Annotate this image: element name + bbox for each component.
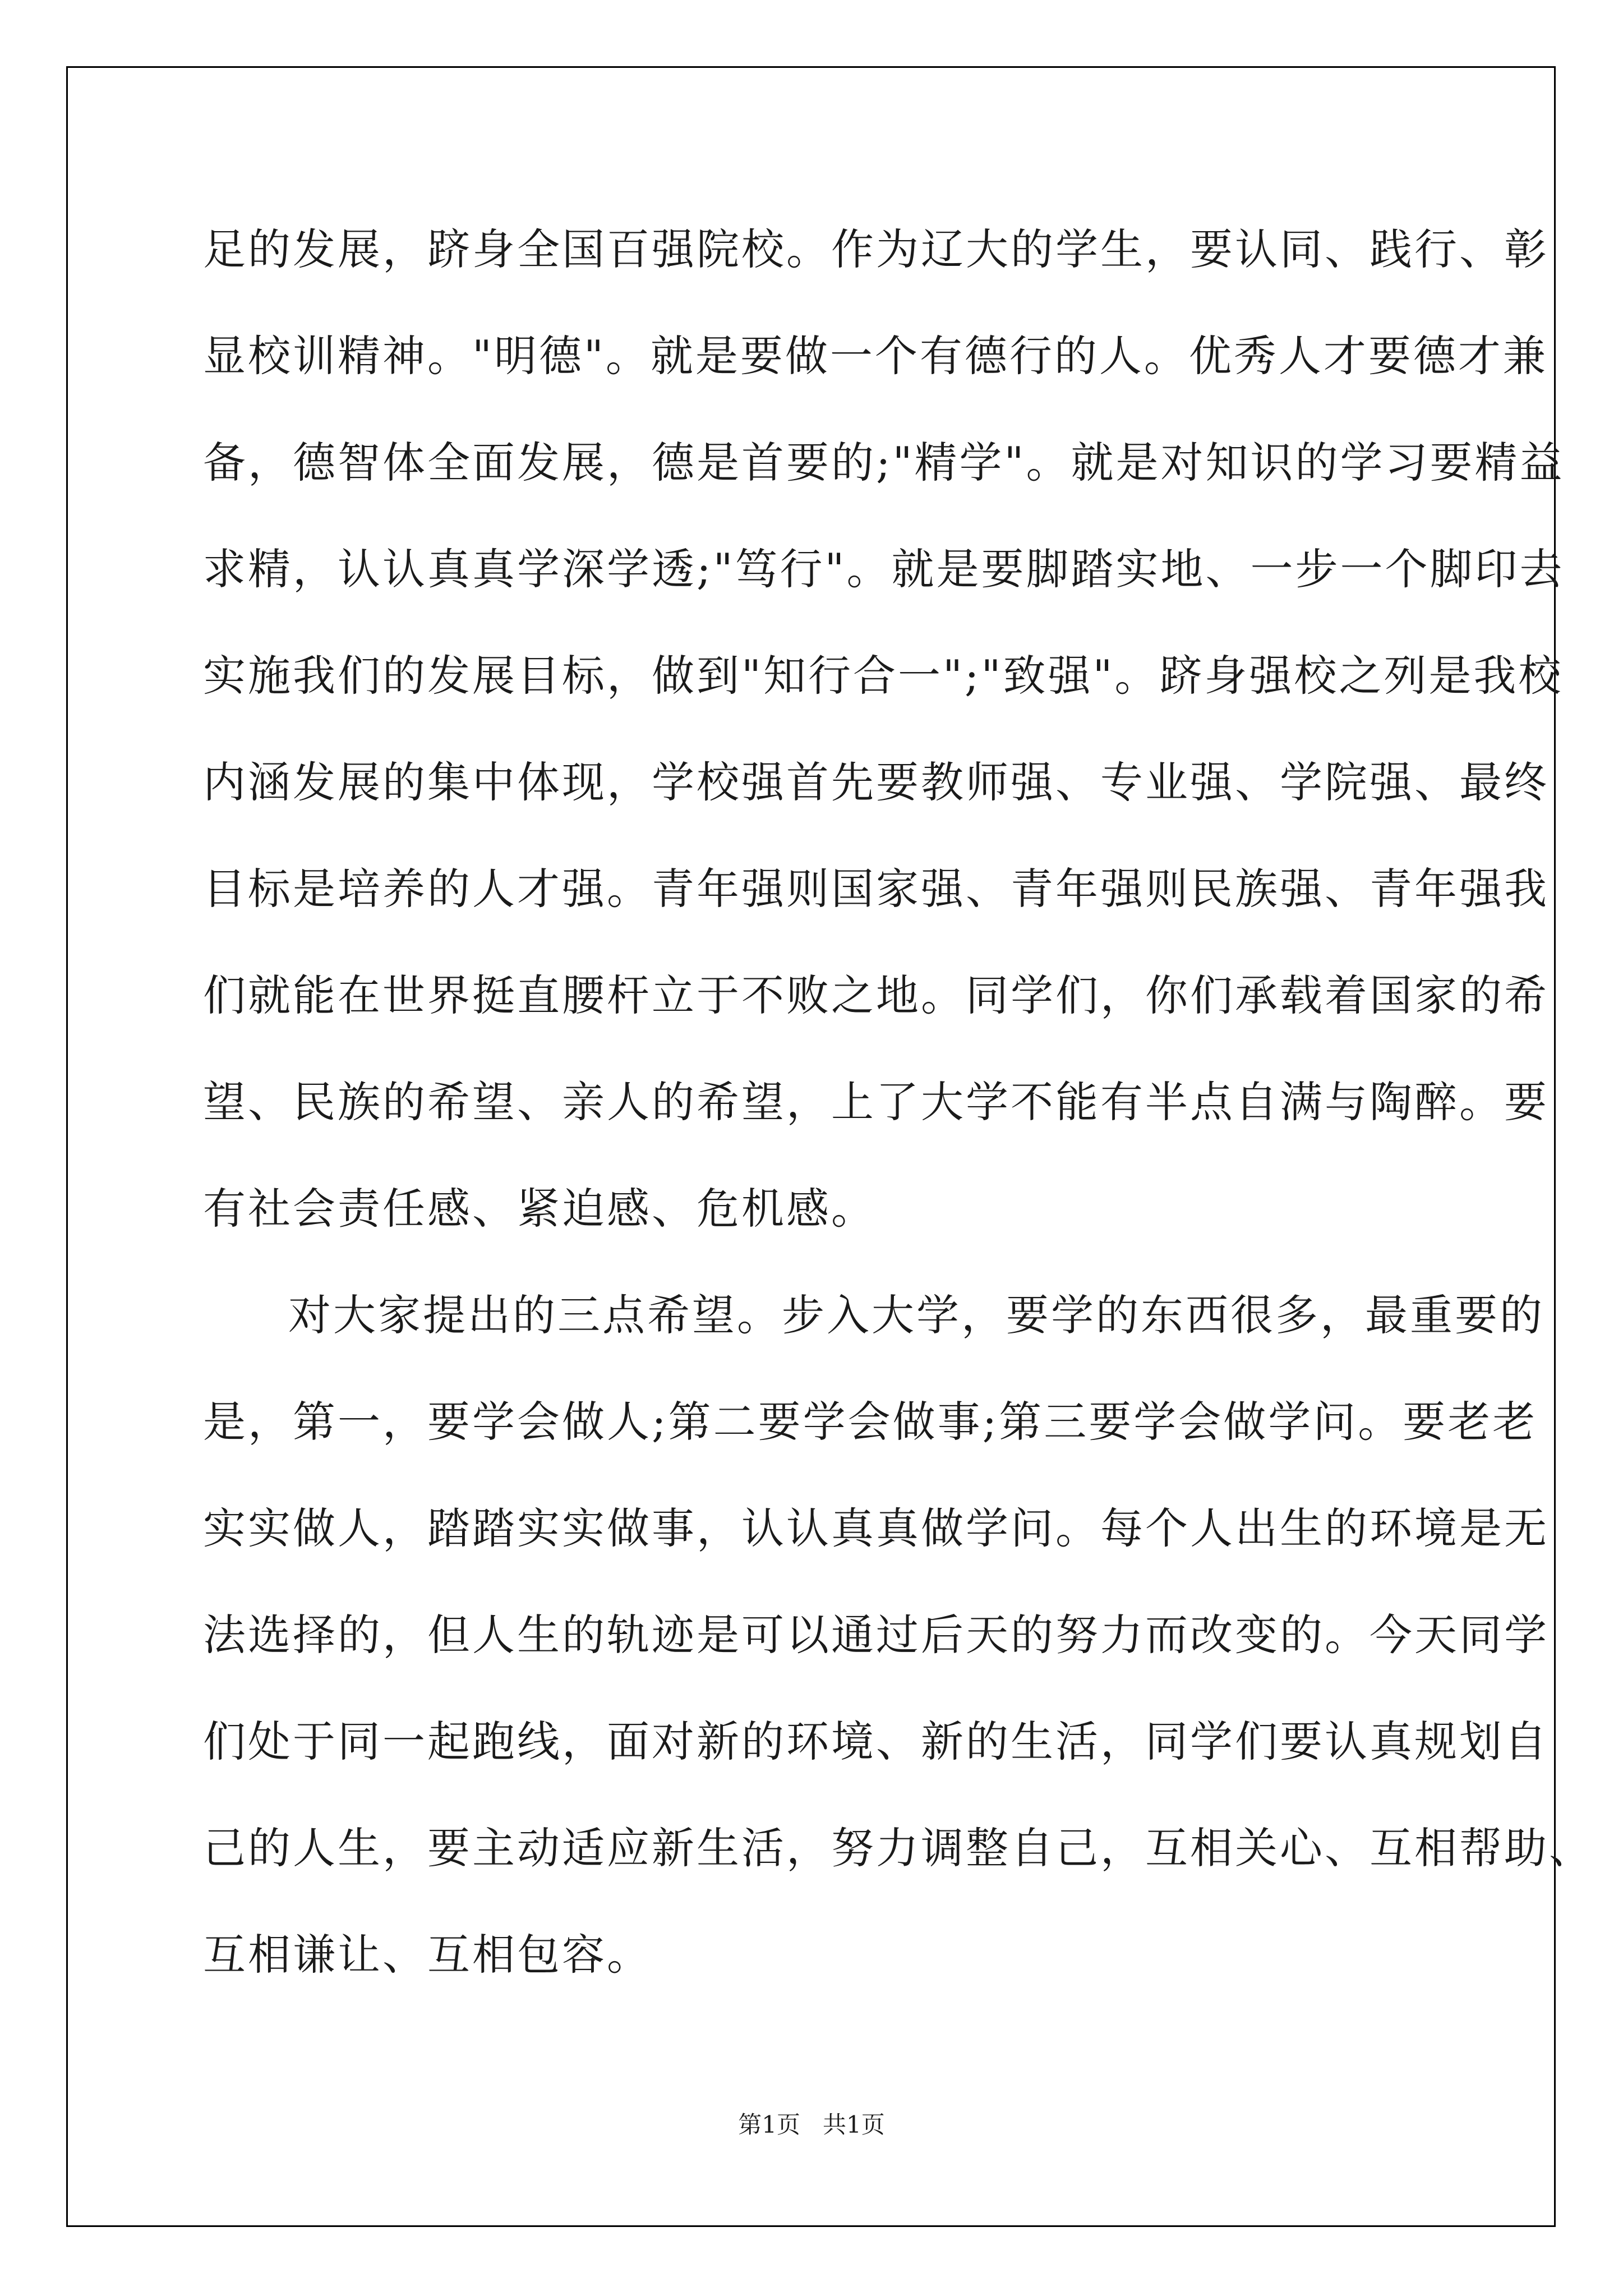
text-line: 望、民族的希望、亲人的希望，上了大学不能有半点自满与陶醉。要 [203, 1077, 1549, 1127]
text-line: 足的发展，跻身全国百强院校。作为辽大的学生，要认同、践行、彰 [203, 224, 1549, 274]
paragraph-2 [203, 1285, 1594, 2031]
text-line: 们就能在世界挺直腰杆立于不败之地。同学们，你们承载着国家的希 [203, 970, 1549, 1020]
document-body [203, 219, 1594, 2031]
text-line: 内涵发展的集中体现，学校强首先要教师强、专业强、学院强、最终 [203, 757, 1549, 807]
text-line: 们处于同一起跑线，面对新的环境、新的生活，同学们要认真规划自 [203, 1717, 1549, 1766]
text-line: 对大家提出的三点希望。步入大学，要学的东西很多，最重要的 [288, 1290, 1544, 1340]
text-line: 显校训精神。"明德"。就是要做一个有德行的人。优秀人才要德才兼 [203, 331, 1548, 381]
paragraph-1 [203, 219, 1565, 1285]
text-line: 是，第一，要学会做人;第二要学会做事;第三要学会做学问。要老老 [203, 1397, 1538, 1447]
text-line: 互相谦让、互相包容。 [203, 1930, 652, 1980]
text-line: 实实做人，踏踏实实做事，认认真真做学问。每个人出生的环境是无 [203, 1503, 1549, 1553]
text-line: 备，德智体全面发展，德是首要的;"精学"。就是对知识的学习要精益 [203, 438, 1565, 487]
text-line: 目标是培养的人才强。青年强则国家强、青年强则民族强、青年强我 [203, 864, 1549, 914]
text-line: 实施我们的发展目标，做到"知行合一";"致强"。跻身强校之列是我校 [203, 651, 1564, 701]
text-line: 有社会责任感、紧迫感、危机感。 [203, 1184, 876, 1234]
text-line: 己的人生，要主动适应新生活，努力调整自己，互相关心、互相帮助、 [203, 1823, 1594, 1873]
page-number-footer: 第1页 共1页 [738, 2111, 885, 2138]
text-line: 求精，认认真真学深学透;"笃行"。就是要脚踏实地、一步一个脚印去 [203, 544, 1565, 594]
text-line: 法选择的，但人生的轨迹是可以通过后天的努力而改变的。今天同学 [203, 1610, 1549, 1660]
